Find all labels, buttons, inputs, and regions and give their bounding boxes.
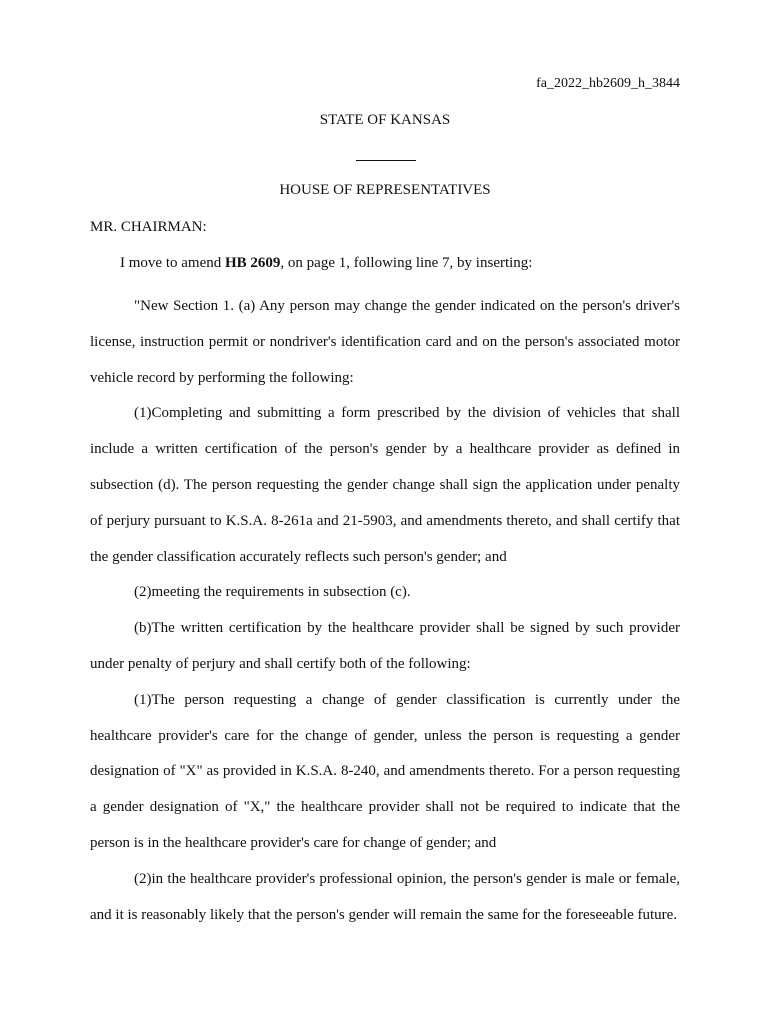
paragraph-a2-number: (2) bbox=[134, 584, 152, 601]
paragraph-b2 bbox=[90, 862, 680, 934]
paragraph-b1-text: The person requesting a change of gender classification is currently under the healthcare provider's care for the change of gender, unless the person is requesting a gender designation of "X" as provided in K.S.A. 8-240, and amendments thereto. For a person requesting a gender designation of "X," the healthcare provider shall not be required to indicate that the person is in the healthcare provider's care for change of gender; and bbox=[90, 691, 680, 851]
paragraph-a1-text: Completing and submitting a form prescribed by the division of vehicles that shall include a written certification of the person's gender by a healthcare provider as defined in subsection (d). The person requesting the gender change shall sign the application under penalty of perjury pursuant to K.S.A. 8-261a and 21-5903, and amendments thereto, and shall certify that the gender classification accurately reflects such person's gender; and bbox=[90, 405, 680, 565]
motion-prefix: I move to amend bbox=[120, 255, 225, 271]
paragraph-b2-number: (2) bbox=[134, 870, 152, 887]
paragraph-b-text: The written certification by the healthcare provider shall be signed by such provider under penalty of perjury and shall certify both of the following: bbox=[90, 620, 680, 672]
paragraph-b-number: (b) bbox=[134, 620, 152, 637]
paragraph-b2-text: in the healthcare provider's professional opinion, the person's gender is male or female, and it is reasonably likely that the person's gender will remain the same for the foreseeable future. bbox=[90, 870, 680, 923]
paragraph-a2-text: meeting the requirements in subsection (c). bbox=[151, 584, 411, 601]
paragraph-b1-number: (1) bbox=[134, 691, 152, 708]
salutation: MR. CHAIRMAN: bbox=[90, 219, 207, 235]
paragraph-b1 bbox=[90, 683, 680, 862]
bill-number: HB 2609 bbox=[224, 255, 281, 271]
motion-suffix: , on page 1, following line 7, by inserting: bbox=[280, 255, 533, 271]
chamber-heading: HOUSE OF REPRESENTATIVES bbox=[279, 182, 491, 198]
state-heading: STATE OF KANSAS bbox=[319, 112, 451, 128]
motion-line bbox=[120, 255, 532, 272]
section-intro: "New Section 1. (a) Any person may change the gender indicated on the person's driver's license, instruction permit or nondriver's identification card and on the person's associated motor vehicle record by performing the following: bbox=[90, 298, 680, 386]
amendment-body bbox=[90, 289, 680, 933]
document-id: fa_2022_hb2609_h_3844 bbox=[536, 76, 680, 91]
paragraph-a1 bbox=[90, 396, 680, 575]
heading-divider bbox=[356, 160, 416, 161]
paragraph-a2 bbox=[90, 575, 680, 611]
paragraph-b bbox=[90, 611, 680, 683]
paragraph-a1-number: (1) bbox=[134, 405, 152, 422]
